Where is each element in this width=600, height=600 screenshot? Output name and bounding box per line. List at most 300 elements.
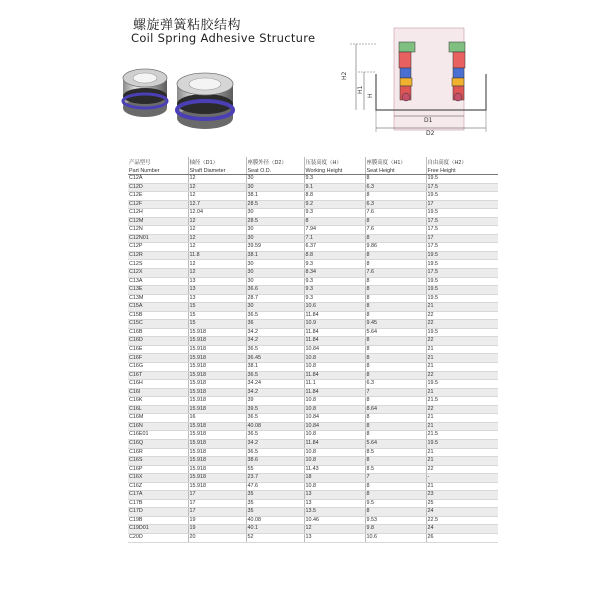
cell-seat-od: 36.45 xyxy=(246,354,304,363)
cell-part: C16Q xyxy=(128,439,188,448)
cell-free-height: 19.5 xyxy=(426,286,498,295)
cell-seat-od: 36.6 xyxy=(246,286,304,295)
table-row xyxy=(128,234,498,243)
table-row xyxy=(128,491,498,500)
cell-part: C16E01 xyxy=(128,431,188,440)
cell-seat-height: 8 xyxy=(365,422,426,431)
table-row xyxy=(128,243,498,252)
table-row xyxy=(128,217,498,226)
cell-free-height: 26 xyxy=(426,533,498,542)
cell-free-height: 22 xyxy=(426,405,498,414)
table-row xyxy=(128,363,498,372)
cell-seat-height: 8 xyxy=(365,286,426,295)
cell-seat-od: 36.5 xyxy=(246,431,304,440)
cell-seat-od: 39.5 xyxy=(246,405,304,414)
cross-section-diagram xyxy=(336,24,496,136)
cell-working-height: 13 xyxy=(304,533,365,542)
table-row xyxy=(128,251,498,260)
cell-free-height: 21 xyxy=(426,388,498,397)
cell-seat-height: 8 xyxy=(365,354,426,363)
table-row xyxy=(128,175,498,184)
cell-working-height: 10.84 xyxy=(304,345,365,354)
header-cn-working-height: 压装高度（H） xyxy=(304,157,365,166)
table-row xyxy=(128,269,498,278)
table-row xyxy=(128,286,498,295)
cell-working-height: 11.1 xyxy=(304,380,365,389)
seal-left xyxy=(123,69,167,117)
table-row xyxy=(128,209,498,218)
cell-free-height: 17 xyxy=(426,234,498,243)
cell-shaft: 11.8 xyxy=(188,251,246,260)
cell-shaft: 15 xyxy=(188,303,246,312)
cell-shaft: 12.7 xyxy=(188,200,246,209)
header-en-free-height: Free Height xyxy=(426,166,498,175)
cell-seat-od: 39.59 xyxy=(246,243,304,252)
cell-part: C12D xyxy=(128,183,188,192)
cell-seat-height: 8 xyxy=(365,277,426,286)
cell-seat-od: 52 xyxy=(246,533,304,542)
cell-seat-od: 36.5 xyxy=(246,345,304,354)
cell-seat-height: 8 xyxy=(365,414,426,423)
header-en-working-height: Working Height xyxy=(304,166,365,175)
cell-shaft: 15.918 xyxy=(188,405,246,414)
cell-working-height: 11.84 xyxy=(304,388,365,397)
cell-free-height: 19.5 xyxy=(426,209,498,218)
cell-seat-height: 9.5 xyxy=(365,499,426,508)
cell-seat-od: 23.7 xyxy=(246,474,304,483)
label-d1: D1 xyxy=(424,117,433,124)
cell-working-height: 10.8 xyxy=(304,482,365,491)
cell-free-height: 17.5 xyxy=(426,183,498,192)
cell-free-height: 22 xyxy=(426,465,498,474)
cell-part: C12N01 xyxy=(128,234,188,243)
table-row xyxy=(128,371,498,380)
table-row xyxy=(128,474,498,483)
cell-seat-height: 8.5 xyxy=(365,448,426,457)
cell-working-height: 9.3 xyxy=(304,209,365,218)
cell-working-height: 7.1 xyxy=(304,234,365,243)
spec-table xyxy=(128,157,498,543)
cell-shaft: 20 xyxy=(188,533,246,542)
cell-seat-height: 7.6 xyxy=(365,269,426,278)
cell-seat-height: 9.86 xyxy=(365,243,426,252)
cell-working-height: 11.84 xyxy=(304,311,365,320)
cell-seat-od: 34.2 xyxy=(246,337,304,346)
cell-part: C12S xyxy=(128,260,188,269)
table-row xyxy=(128,183,498,192)
cell-part: C12F xyxy=(128,200,188,209)
cell-seat-height: 9.45 xyxy=(365,320,426,329)
cell-seat-od: 38.1 xyxy=(246,363,304,372)
cell-free-height: 19.5 xyxy=(426,380,498,389)
cell-seat-od: 36 xyxy=(246,320,304,329)
cell-seat-height: 8 xyxy=(365,175,426,184)
cell-seat-height: 7.6 xyxy=(365,226,426,235)
cell-seat-height: 6.3 xyxy=(365,183,426,192)
cell-part: C12E xyxy=(128,192,188,201)
cell-part: C16B xyxy=(128,328,188,337)
cell-part: C15C xyxy=(128,320,188,329)
cell-free-height: 19.5 xyxy=(426,439,498,448)
header-cn-part: 产品型号 xyxy=(129,159,151,166)
cell-part: C16L xyxy=(128,405,188,414)
cell-part: C13A xyxy=(128,277,188,286)
cell-working-height: 9.3 xyxy=(304,277,365,286)
cell-shaft: 15.918 xyxy=(188,448,246,457)
cell-seat-od: 30 xyxy=(246,260,304,269)
table-row xyxy=(128,311,498,320)
cell-part: C12P xyxy=(128,243,188,252)
cell-part: C16K xyxy=(128,397,188,406)
cell-part: C19D01 xyxy=(128,525,188,534)
cell-part: C15B xyxy=(128,311,188,320)
cell-free-height: 19.5 xyxy=(426,294,498,303)
cell-shaft: 17 xyxy=(188,491,246,500)
cell-seat-od: 38.6 xyxy=(246,457,304,466)
header-en-seat-od: Seat O.D. xyxy=(246,166,304,175)
table-row xyxy=(128,328,498,337)
cell-working-height: 11.84 xyxy=(304,337,365,346)
cell-shaft: 12 xyxy=(188,269,246,278)
cell-seat-od: 38.1 xyxy=(246,251,304,260)
cell-seat-od: 30 xyxy=(246,269,304,278)
cell-shaft: 15 xyxy=(188,320,246,329)
cell-part: C16F xyxy=(128,354,188,363)
cell-seat-height: 8 xyxy=(365,311,426,320)
cell-part: C16P xyxy=(128,465,188,474)
cell-working-height: 13.5 xyxy=(304,508,365,517)
cell-seat-od: 40.08 xyxy=(246,516,304,525)
cell-shaft: 12 xyxy=(188,260,246,269)
cell-free-height: 19.5 xyxy=(426,328,498,337)
product-photo xyxy=(115,48,250,133)
cell-shaft: 13 xyxy=(188,277,246,286)
cell-free-height: 22.5 xyxy=(426,516,498,525)
cell-seat-height: 8 xyxy=(365,431,426,440)
cell-seat-od: 40.08 xyxy=(246,422,304,431)
cell-working-height: 9.3 xyxy=(304,294,365,303)
cell-seat-od: 34.2 xyxy=(246,439,304,448)
cell-seat-height: 8 xyxy=(365,363,426,372)
cell-free-height: 21 xyxy=(426,363,498,372)
cell-working-height: 10.9 xyxy=(304,320,365,329)
table-row xyxy=(128,277,498,286)
cell-shaft: 15.918 xyxy=(188,345,246,354)
cell-seat-od: 28.7 xyxy=(246,294,304,303)
cell-seat-height: 8 xyxy=(365,192,426,201)
cell-working-height: 9.3 xyxy=(304,175,365,184)
cell-seat-od: 34.24 xyxy=(246,380,304,389)
cell-free-height: 22 xyxy=(426,371,498,380)
table-row xyxy=(128,414,498,423)
cell-seat-height: 7 xyxy=(365,474,426,483)
cell-seat-height: 9.53 xyxy=(365,516,426,525)
cell-working-height: 10.6 xyxy=(304,303,365,312)
table-row xyxy=(128,465,498,474)
cell-shaft: 16 xyxy=(188,414,246,423)
cell-seat-height: 5.64 xyxy=(365,439,426,448)
cell-shaft: 15.918 xyxy=(188,465,246,474)
cell-seat-height: 7 xyxy=(365,388,426,397)
cell-free-height: 17.5 xyxy=(426,243,498,252)
cell-part: C16T xyxy=(128,371,188,380)
cell-free-height: 19.5 xyxy=(426,260,498,269)
cell-free-height: 17.5 xyxy=(426,217,498,226)
cell-seat-height: 6.3 xyxy=(365,380,426,389)
cell-seat-height: 8 xyxy=(365,491,426,500)
table-row xyxy=(128,192,498,201)
cell-part: C12A xyxy=(128,175,188,184)
cell-seat-od: 28.5 xyxy=(246,217,304,226)
cell-shaft: 12 xyxy=(188,192,246,201)
cell-shaft: 15.918 xyxy=(188,474,246,483)
cell-working-height: 11.84 xyxy=(304,439,365,448)
cell-free-height: 17.5 xyxy=(426,226,498,235)
cell-seat-height: 8 xyxy=(365,260,426,269)
cell-shaft: 12 xyxy=(188,243,246,252)
cell-working-height: 10.84 xyxy=(304,422,365,431)
cell-seat-height: 6.3 xyxy=(365,200,426,209)
cell-part: C16H xyxy=(128,380,188,389)
cell-free-height: 19.5 xyxy=(426,192,498,201)
cell-seat-od: 35 xyxy=(246,491,304,500)
cell-seat-height: 8 xyxy=(365,345,426,354)
cell-working-height: 10.8 xyxy=(304,397,365,406)
table-row xyxy=(128,380,498,389)
header-cn-seat-height: 座膜高度（H1） xyxy=(365,157,426,166)
cell-part: C12H xyxy=(128,209,188,218)
table-row xyxy=(128,431,498,440)
cell-part: C13M xyxy=(128,294,188,303)
cell-seat-height: 8 xyxy=(365,508,426,517)
cell-working-height: 10.8 xyxy=(304,405,365,414)
cell-part: C15A xyxy=(128,303,188,312)
cell-seat-od: 36.5 xyxy=(246,448,304,457)
cell-free-height: 21 xyxy=(426,345,498,354)
cell-seat-od: 38.1 xyxy=(246,192,304,201)
cell-working-height: 9.3 xyxy=(304,286,365,295)
cell-free-height: 25 xyxy=(426,499,498,508)
cell-seat-height: 8.5 xyxy=(365,465,426,474)
cell-shaft: 19 xyxy=(188,516,246,525)
cell-seat-height: 8 xyxy=(365,303,426,312)
cell-seat-height: 8.64 xyxy=(365,405,426,414)
cell-free-height: 19.5 xyxy=(426,251,498,260)
cell-working-height: 10.8 xyxy=(304,363,365,372)
cell-seat-od: 34.2 xyxy=(246,388,304,397)
cell-free-height: 21.5 xyxy=(426,431,498,440)
header-en-seat-height: Seat Height xyxy=(365,166,426,175)
cell-working-height: 12 xyxy=(304,525,365,534)
cell-seat-od: 36.5 xyxy=(246,371,304,380)
cell-shaft: 13 xyxy=(188,294,246,303)
cell-free-height: 21.5 xyxy=(426,397,498,406)
cell-part: C16N xyxy=(128,422,188,431)
cell-working-height: 8 xyxy=(304,217,365,226)
cell-working-height: 9.3 xyxy=(304,260,365,269)
cell-seat-height: 8 xyxy=(365,397,426,406)
cell-working-height: 8.8 xyxy=(304,192,365,201)
cell-seat-height: 10.6 xyxy=(365,533,426,542)
table-row xyxy=(128,405,498,414)
cell-shaft: 12 xyxy=(188,217,246,226)
table-row xyxy=(128,422,498,431)
cell-free-height: 21 xyxy=(426,303,498,312)
cell-seat-od: 30 xyxy=(246,234,304,243)
title-chinese: 螺旋弹簧粘胶结构 xyxy=(133,18,242,33)
cell-working-height: 9.1 xyxy=(304,183,365,192)
cell-shaft: 12 xyxy=(188,183,246,192)
cell-part: C16Z xyxy=(128,482,188,491)
cell-shaft: 15.918 xyxy=(188,363,246,372)
cell-seat-od: 28.5 xyxy=(246,200,304,209)
cell-free-height: 22 xyxy=(426,320,498,329)
cell-free-height: 21 xyxy=(426,422,498,431)
cell-seat-od: 35 xyxy=(246,499,304,508)
cell-working-height: 11.43 xyxy=(304,465,365,474)
table-row xyxy=(128,320,498,329)
cell-shaft: 15.918 xyxy=(188,439,246,448)
cell-seat-od: 47.6 xyxy=(246,482,304,491)
cell-free-height: 22 xyxy=(426,311,498,320)
cell-seat-od: 30 xyxy=(246,226,304,235)
cell-working-height: 18 xyxy=(304,474,365,483)
cell-part: C12M xyxy=(128,217,188,226)
cell-seat-od: 30 xyxy=(246,277,304,286)
cell-part: C16S xyxy=(128,457,188,466)
cell-part: C16M xyxy=(128,414,188,423)
cell-seat-od: 35 xyxy=(246,508,304,517)
cell-part: C17D xyxy=(128,508,188,517)
table-row xyxy=(128,482,498,491)
cell-seat-od: 55 xyxy=(246,465,304,474)
title-english: Coil Spring Adhesive Structure xyxy=(131,31,316,45)
cell-working-height: 8.34 xyxy=(304,269,365,278)
table-row xyxy=(128,337,498,346)
cell-part: C16X xyxy=(128,474,188,483)
cell-shaft: 19 xyxy=(188,525,246,534)
table-row xyxy=(128,200,498,209)
cell-shaft: 15.918 xyxy=(188,328,246,337)
cell-part: C16I xyxy=(128,388,188,397)
header-en-shaft: Shaft Diameter xyxy=(188,166,246,175)
cell-seat-height: 5.64 xyxy=(365,328,426,337)
cell-shaft: 15.918 xyxy=(188,397,246,406)
cell-seat-height: 8 xyxy=(365,457,426,466)
cell-shaft: 12 xyxy=(188,234,246,243)
table-row xyxy=(128,294,498,303)
table-row xyxy=(128,260,498,269)
header-row-chinese xyxy=(128,157,498,166)
cell-shaft: 15.918 xyxy=(188,422,246,431)
cell-free-height: 17.5 xyxy=(426,269,498,278)
label-h1: H1 xyxy=(357,85,364,94)
cell-seat-height: 8 xyxy=(365,217,426,226)
cell-part: C12N xyxy=(128,226,188,235)
cell-shaft: 17 xyxy=(188,508,246,517)
cell-seat-od: 40.1 xyxy=(246,525,304,534)
cell-part: C17A xyxy=(128,491,188,500)
header-cn-seat-od: 座膜外径（D2） xyxy=(246,157,304,166)
table-row xyxy=(128,508,498,517)
cell-seat-od: 30 xyxy=(246,183,304,192)
table-row xyxy=(128,226,498,235)
cell-working-height: 10.8 xyxy=(304,354,365,363)
cell-shaft: 15 xyxy=(188,311,246,320)
cell-part: C16G xyxy=(128,363,188,372)
cell-working-height: 11.84 xyxy=(304,328,365,337)
cell-part: C12R xyxy=(128,251,188,260)
cell-seat-height: 8 xyxy=(365,234,426,243)
cell-working-height: 10.8 xyxy=(304,448,365,457)
cell-shaft: 15.918 xyxy=(188,457,246,466)
cell-seat-od: 30 xyxy=(246,303,304,312)
cell-free-height: 21 xyxy=(426,354,498,363)
cell-part: C13E xyxy=(128,286,188,295)
spec-table-body xyxy=(128,175,498,543)
cell-shaft: 13 xyxy=(188,286,246,295)
cell-seat-height: 8 xyxy=(365,251,426,260)
seal-right xyxy=(177,73,233,129)
cell-seat-height: 8 xyxy=(365,337,426,346)
table-row xyxy=(128,397,498,406)
cell-shaft: 15.918 xyxy=(188,431,246,440)
cell-seat-od: 30 xyxy=(246,209,304,218)
table-row xyxy=(128,499,498,508)
cell-working-height: 7.94 xyxy=(304,226,365,235)
cell-free-height: 21 xyxy=(426,457,498,466)
cell-seat-height: 8 xyxy=(365,482,426,491)
table-row xyxy=(128,533,498,542)
cell-shaft: 15.918 xyxy=(188,380,246,389)
cell-seat-od: 39 xyxy=(246,397,304,406)
label-d2: D2 xyxy=(426,130,435,136)
cell-shaft: 15.918 xyxy=(188,371,246,380)
cell-seat-height: 8 xyxy=(365,371,426,380)
table-row xyxy=(128,354,498,363)
table-row xyxy=(128,448,498,457)
cell-seat-height: 9.8 xyxy=(365,525,426,534)
cell-working-height: 11.84 xyxy=(304,371,365,380)
cell-part: C20D xyxy=(128,533,188,542)
cell-seat-height: 8 xyxy=(365,294,426,303)
cell-free-height: 24 xyxy=(426,525,498,534)
cell-working-height: 9.2 xyxy=(304,200,365,209)
table-row xyxy=(128,303,498,312)
cell-part: C19B xyxy=(128,516,188,525)
cell-working-height: 6.37 xyxy=(304,243,365,252)
label-h: H xyxy=(367,93,374,98)
cell-free-height: 17 xyxy=(426,200,498,209)
cell-part: C16R xyxy=(128,448,188,457)
cell-working-height: 13 xyxy=(304,499,365,508)
cell-working-height: 10.84 xyxy=(304,414,365,423)
header-row-english xyxy=(128,166,498,175)
cell-part: C17B xyxy=(128,499,188,508)
table-row xyxy=(128,439,498,448)
cell-free-height: - xyxy=(426,474,498,483)
cell-part: C12X xyxy=(128,269,188,278)
cell-seat-od: 36.5 xyxy=(246,311,304,320)
cell-free-height: 21 xyxy=(426,448,498,457)
cell-free-height: 19.5 xyxy=(426,175,498,184)
table-row xyxy=(128,388,498,397)
cell-free-height: 24 xyxy=(426,508,498,517)
table-row xyxy=(128,457,498,466)
header-en-part: Part Number xyxy=(128,166,188,175)
cell-part: C16D xyxy=(128,337,188,346)
table-row xyxy=(128,525,498,534)
